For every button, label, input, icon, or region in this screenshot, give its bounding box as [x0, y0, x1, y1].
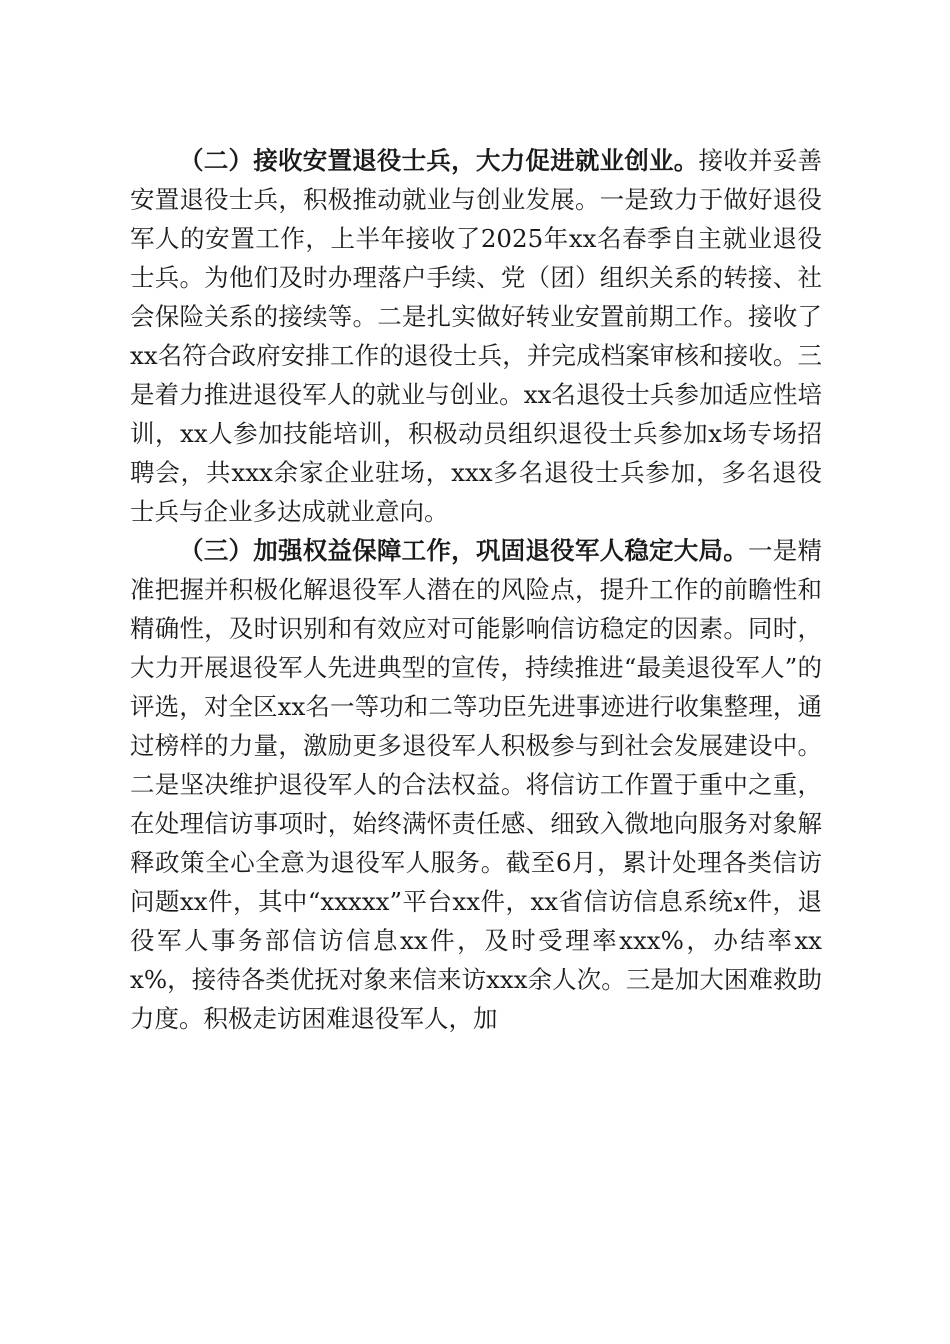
- text-block: [130, 141, 822, 1038]
- paragraph-section-three: [130, 531, 822, 1038]
- paragraph-section-two: [130, 141, 822, 531]
- section-two-heading: （二）接收安置退役士兵，大力促进就业创业。: [179, 146, 699, 175]
- section-three-body: 一是精准把握并积极化解退役军人潜在的风险点，提升工作的前瞻性和精确性，及时识别和有效应对可能影响信访稳定的因素。同时，大力开展退役军人先进典型的宣传，持续推进“最美退役军人”的评选，对全区xx名一等功和二等功臣先进事迹进行收集整理，通过榜样的力量，激励更多退役军人积极参与到社会发展建设中。二是坚决维护退役军人的合法权益。将信访工作置于重中之重，在处理信访事项时，始终满怀责任感、细致入微地向服务对象解释政策全心全意为退役军人服务。截至6月，累计处理各类信访问题xx件，其中“xxxxx”平台xx件，xx省信访信息系统x件，退役军人事务部信访信息xx件，及时受理率xxx%，办结率xxx%，接待各类优抚对象来信来访xxx余人次。三是加大困难救助力度。积极走访困难退役军人，加: [130, 536, 823, 1033]
- section-two-body: 接收并妥善安置退役士兵，积极推动就业与创业发展。一是致力于做好退役军人的安置工作，上半年接收了2025年xx名春季自主就业退役士兵。为他们及时办理落户手续、党（团）组织关系的转接、社会保险关系的接续等。二是扎实做好转业安置前期工作。接收了xx名符合政府安排工作的退役士兵，并完成档案审核和接收。三是着力推进退役军人的就业与创业。xx名退役士兵参加适应性培训，xx人参加技能培训，积极动员组织退役士兵参加x场专场招聘会，共xxx余家企业驻场，xxx多名退役士兵参加，多名退役士兵与企业多达成就业意向。: [130, 146, 823, 526]
- section-three-heading: （三）加强权益保障工作，巩固退役军人稳定大局。: [179, 536, 749, 565]
